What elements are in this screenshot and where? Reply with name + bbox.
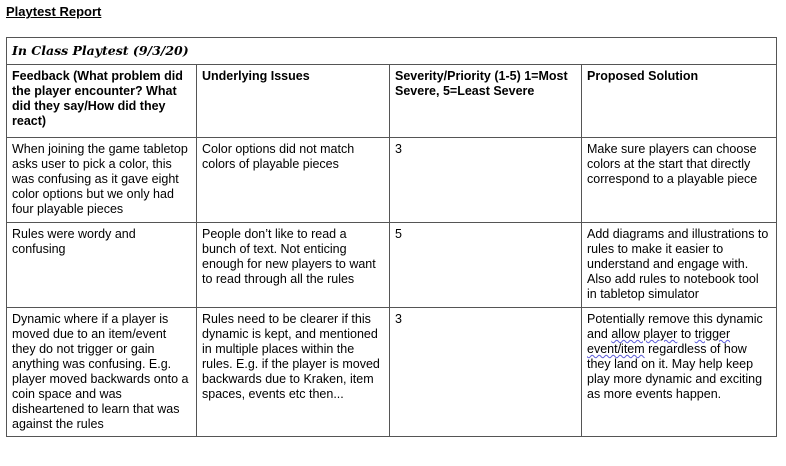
solution-cell [582, 308, 777, 437]
feedback-cell: Dynamic where if a player is moved due to an item/event they do not trigger or gain anything was confusing. E.g. player moved backwards onto a coin space and was disheartened to learn that was against the rules [7, 308, 197, 437]
issue-cell: People don’t like to read a bunch of text. Not enticing enough for new players to want to read through all the rules [197, 223, 390, 308]
table-row [7, 308, 777, 437]
severity-cell: 3 [390, 138, 582, 223]
section-title: In Class Playtest (9/3/20) [7, 38, 777, 65]
header-severity: Severity/Priority (1-5) 1=Most Severe, 5=Least Severe [390, 65, 582, 138]
header-underlying-issues: Underlying Issues [197, 65, 390, 138]
header-row [7, 65, 777, 138]
report-title: Playtest Report [6, 4, 102, 19]
solution-cell: Add diagrams and illustrations to rules to make it easier to understand and engage with. Also add rules to notebook tool in tabletop simulator [582, 223, 777, 308]
header-feedback: Feedback (What problem did the player encounter? What did they say/How did they react) [7, 65, 197, 138]
section-row [7, 38, 777, 65]
solution-text: to [677, 327, 695, 341]
severity-cell: 3 [390, 308, 582, 437]
feedback-cell: Rules were wordy and confusing [7, 223, 197, 308]
solution-cell: Make sure players can choose colors at the start that directly correspond to a playable piece [582, 138, 777, 223]
spellcheck-underline-text: allow player [611, 327, 678, 341]
header-proposed-solution: Proposed Solution [582, 65, 777, 138]
table-row [7, 138, 777, 223]
severity-cell: 5 [390, 223, 582, 308]
spellcheck-underline-text: trigger event/item [587, 327, 731, 356]
solution-text: Potentially remove this dynamic and [587, 312, 763, 341]
solution-text: regardless of how they land on it. May help keep play more dynamic and exciting as more events happen. [587, 342, 763, 401]
issue-cell: Color options did not match colors of playable pieces [197, 138, 390, 223]
playtest-table [6, 37, 777, 437]
issue-cell: Rules need to be clearer if this dynamic is kept, and mentioned in multiple places within the rules. E.g. if the player is moved backwards due to Kraken, item spaces, events etc then... [197, 308, 390, 437]
feedback-cell: When joining the game tabletop asks user to pick a color, this was confusing as it gave eight color options but we only had four playable pieces [7, 138, 197, 223]
table-row [7, 223, 777, 308]
